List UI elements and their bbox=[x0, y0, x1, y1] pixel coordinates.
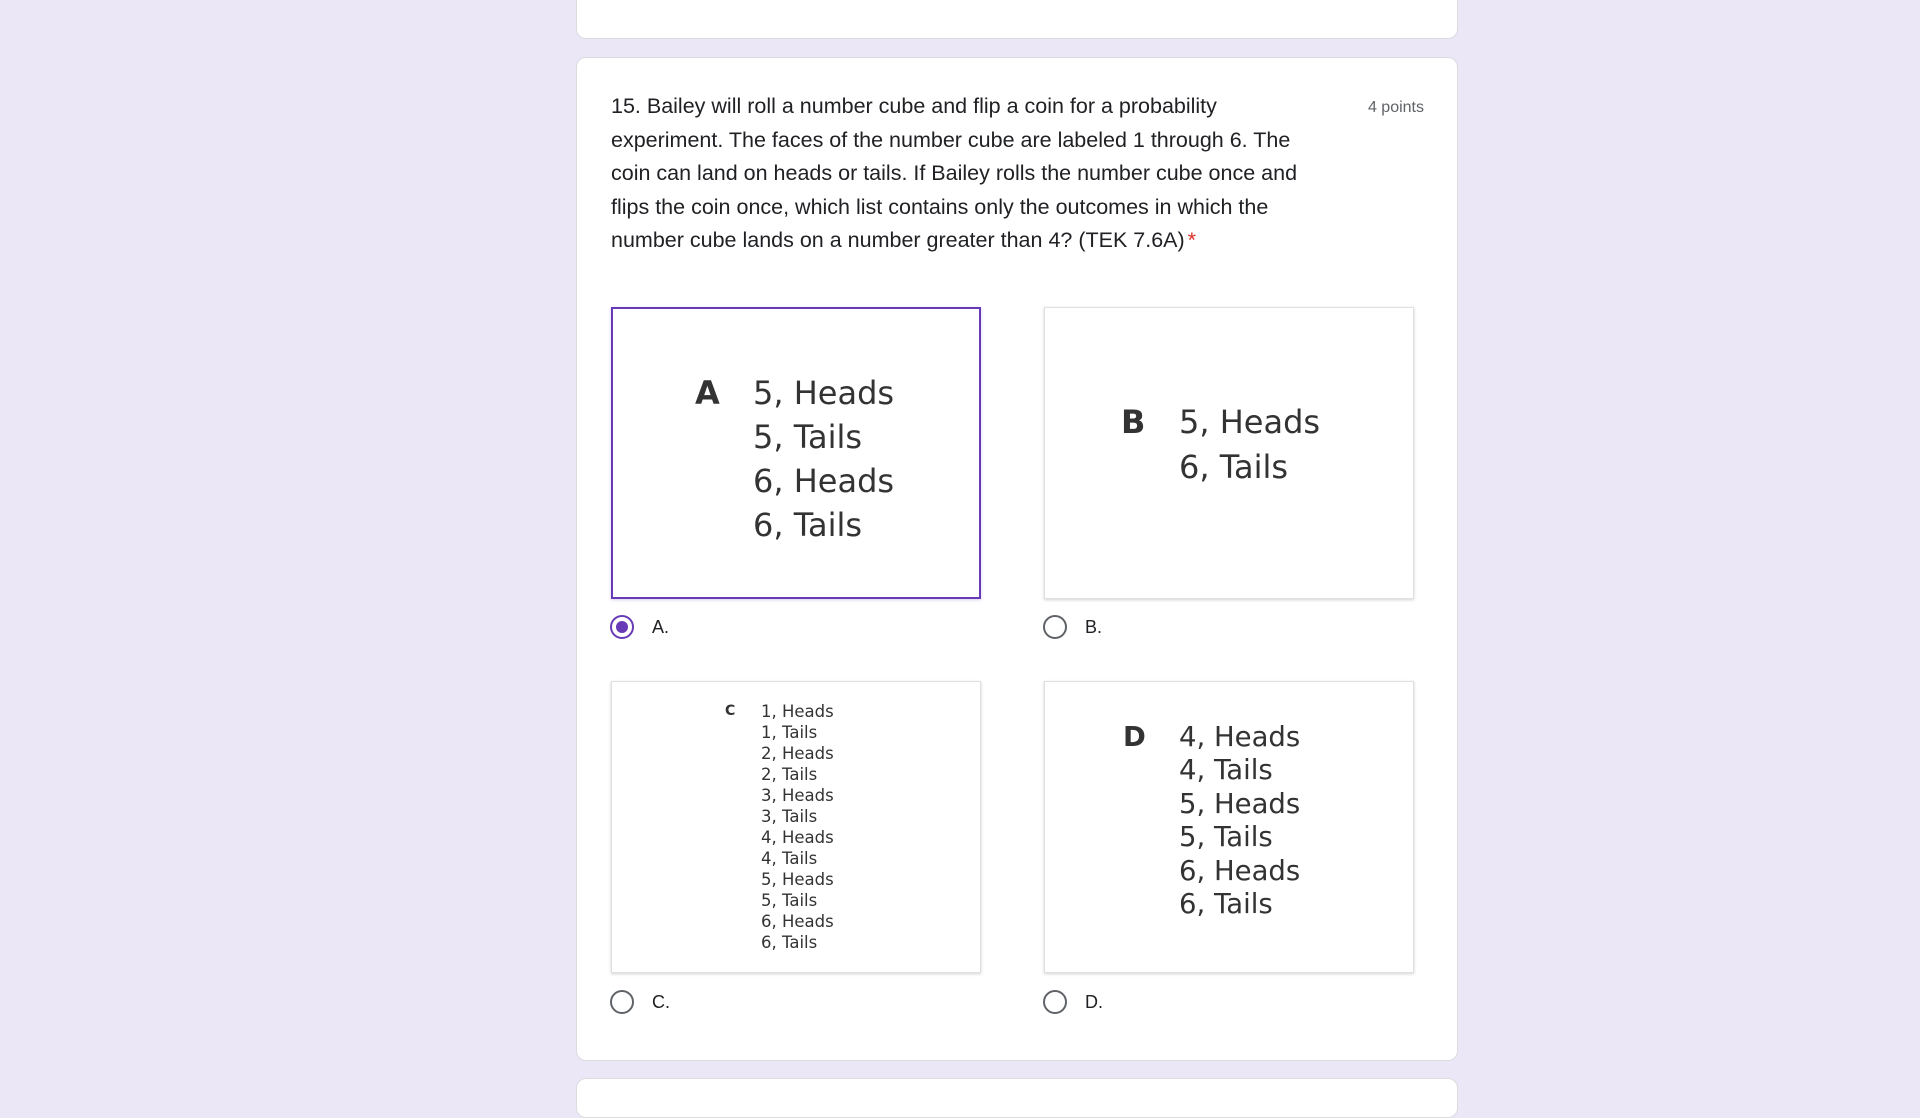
outcome-line: 6, Heads bbox=[753, 462, 895, 500]
choice-b-image-letter: B bbox=[1121, 403, 1146, 441]
outcome-line: 5, Heads bbox=[1179, 787, 1301, 820]
choice-a-image-outcomes bbox=[753, 371, 894, 547]
outcome-line: 5, Heads bbox=[761, 870, 834, 889]
outcome-line: 3, Tails bbox=[761, 807, 818, 826]
choice-a-image[interactable] bbox=[611, 307, 981, 599]
points-label: 4 points bbox=[1367, 99, 1424, 116]
choice-a-option[interactable] bbox=[610, 615, 669, 639]
choice-b-image-outcomes bbox=[1179, 400, 1320, 490]
question-body: 15. Bailey will roll a number cube and flip a coin for a probability experiment. The faces of the number cube are labeled 1 through 6. The coin can land on heads or tails. If Bailey rolls the number cube once and flips the coin once, which list contains only the outcomes in which the number cube lands on a number greater than 4? (TEK 7.6A) bbox=[611, 94, 1298, 252]
choice-d-image[interactable] bbox=[1044, 681, 1414, 973]
previous-question-card bbox=[576, 0, 1458, 39]
required-asterisk: * bbox=[1187, 228, 1197, 252]
outcome-line: 5, Heads bbox=[753, 374, 895, 412]
outcome-line: 3, Heads bbox=[761, 786, 834, 805]
choice-c-option[interactable] bbox=[610, 990, 670, 1014]
choice-a-label: A. bbox=[652, 616, 670, 637]
question-card bbox=[576, 57, 1458, 1061]
outcome-line: 6, Tails bbox=[1179, 888, 1273, 921]
outcome-line: 6, Tails bbox=[1179, 448, 1289, 486]
outcome-line: 2, Heads bbox=[761, 744, 834, 763]
choice-c-radio[interactable] bbox=[610, 990, 634, 1014]
outcome-line: 5, Heads bbox=[1179, 403, 1321, 441]
outcome-line: 1, Tails bbox=[761, 723, 818, 742]
outcome-line: 4, Tails bbox=[1179, 754, 1273, 787]
outcome-line: 4, Tails bbox=[761, 849, 818, 868]
choice-c-image-letter: C bbox=[725, 703, 736, 719]
outcome-line: 4, Heads bbox=[1179, 721, 1301, 753]
outcome-line: 6, Heads bbox=[1179, 854, 1301, 887]
choice-b-image[interactable] bbox=[1044, 307, 1414, 599]
outcome-line: 5, Tails bbox=[1179, 821, 1273, 854]
choice-d-option[interactable] bbox=[1043, 990, 1103, 1014]
choice-d-radio[interactable] bbox=[1043, 990, 1067, 1014]
choice-c-label: C. bbox=[652, 991, 670, 1012]
outcome-line: 4, Heads bbox=[761, 828, 834, 847]
choice-b-label: B. bbox=[1085, 616, 1103, 637]
choice-a-image-letter: A bbox=[695, 374, 720, 412]
outcome-line: 6, Tails bbox=[761, 933, 818, 952]
outcome-line: 6, Heads bbox=[761, 912, 834, 931]
outcome-line: 1, Heads bbox=[761, 702, 834, 721]
choice-c-image-outcomes bbox=[761, 701, 834, 953]
choice-d-image-outcomes bbox=[1179, 721, 1300, 921]
choice-c-image[interactable] bbox=[611, 681, 981, 973]
outcome-line: 5, Tails bbox=[753, 418, 863, 456]
question-text bbox=[611, 90, 1331, 258]
next-question-card bbox=[576, 1078, 1458, 1118]
choice-d-image-letter: D bbox=[1123, 721, 1146, 753]
choice-b-radio[interactable] bbox=[1043, 615, 1067, 639]
choice-a-radio[interactable] bbox=[610, 615, 634, 639]
outcome-line: 2, Tails bbox=[761, 765, 818, 784]
outcome-line: 5, Tails bbox=[761, 891, 818, 910]
choice-b-option[interactable] bbox=[1043, 615, 1102, 639]
choice-d-label: D. bbox=[1085, 991, 1103, 1012]
outcome-line: 6, Tails bbox=[753, 506, 863, 544]
